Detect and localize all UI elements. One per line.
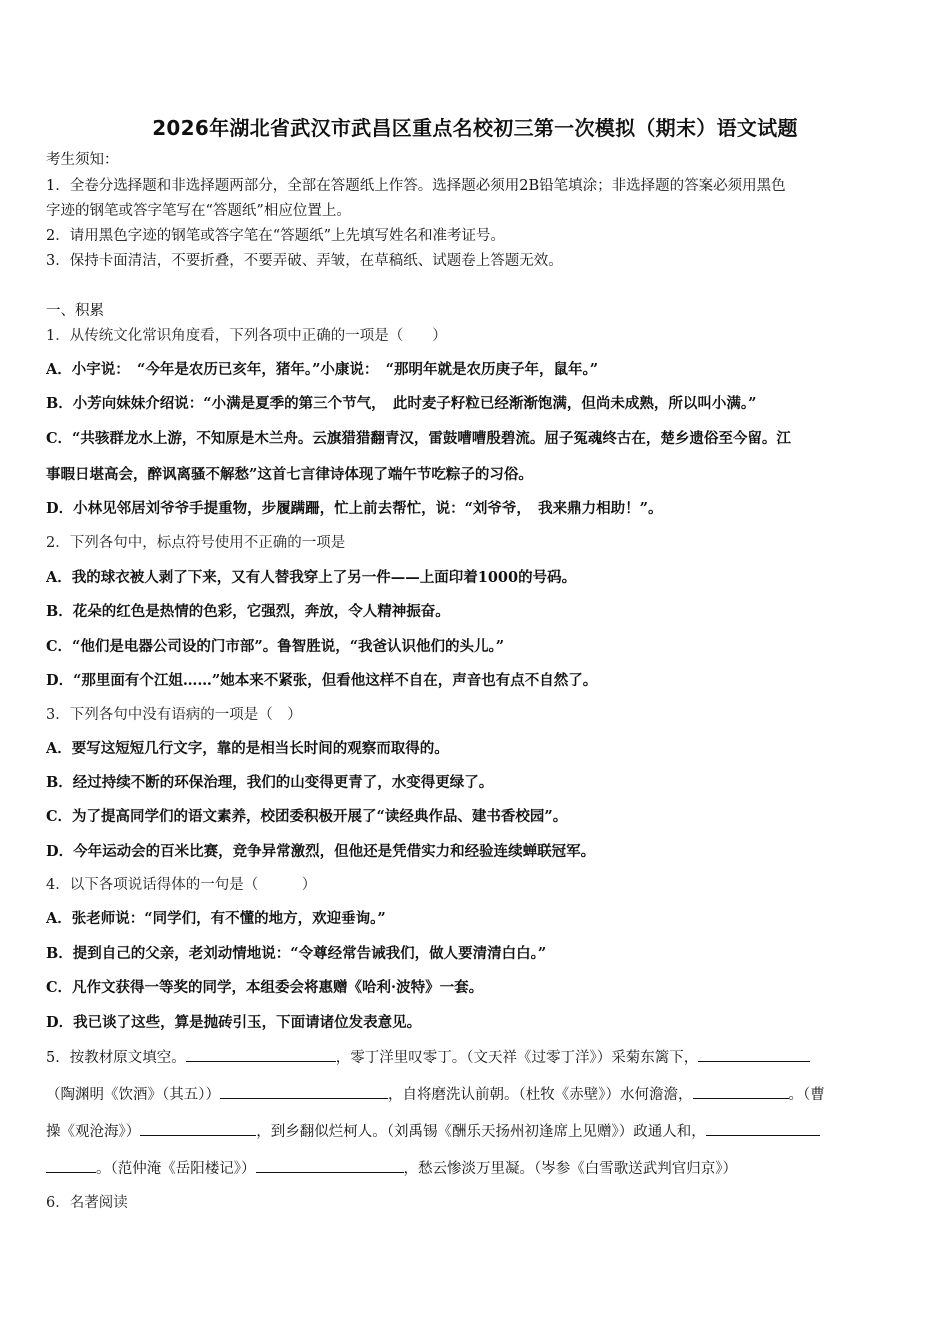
question-5-text: ，愁云惨淡万里凝。（岑参《白雪歌送武判官归京》） [403,1161,737,1177]
question-5-line-1 [46,1047,908,1068]
question-5-line-2 [46,1084,908,1105]
question-2-stem: 2．下列各句中，标点符号使用不正确的一项是 [46,535,346,551]
question-4-option-b: B．提到自己的父亲，老刘动情地说：“令尊经常告诫我们，做人要清清白白。” [46,945,547,962]
notice-item-2: 2．请用黑色字迹的钢笔或答字笔在“答题纸”上先填写姓名和准考证号。 [46,228,506,244]
question-2-option-b: B．花朵的红色是热情的色彩，它强烈，奔放，令人精神振奋。 [46,603,450,620]
answer-blank[interactable] [46,1158,96,1173]
question-4-option-a: A．张老师说：“同学们，有不懂的地方，欢迎垂询。” [46,910,386,927]
answer-blank[interactable] [706,1121,820,1136]
question-2-option-d: D．“那里面有个江姐……”她本来不紧张，但看他这样不自在，声音也有点不自然了。 [46,672,598,689]
section-heading: 一、积累 [46,303,104,319]
question-5-text: ，零丁洋里叹零丁。（文天祥《过零丁洋》）采菊东篱下， [335,1050,699,1066]
question-4-option-d: D．我已谈了这些，算是抛砖引玉，下面请诸位发表意见。 [46,1014,422,1031]
page-title: 2026年湖北省武汉市武昌区重点名校初三第一次模拟（期末）语文试题 [152,116,798,140]
question-5-text: ，自将磨洗认前朝。（杜牧《赤壁》）水何澹澹， [388,1087,693,1103]
question-1-stem: 1．从传统文化常识角度看，下列各项中正确的一项是（ ） [46,328,447,344]
question-5-line-4 [46,1158,908,1179]
question-1-option-b: B．小芳向妹妹介绍说：“小满是夏季的第三个节气， 此时麦子籽粒已经渐渐饱满，但尚未成熟，所以叫小满。” [46,395,757,412]
question-2-option-c: C．“他们是电器公司设的门市部”。鲁智胜说，“我爸认识他们的头儿。” [46,638,505,655]
notice-item-1-cont: 字迹的钢笔或答字笔写在“答题纸”相应位置上。 [46,203,351,219]
question-5-text: 。（范仲淹《岳阳楼记》） [96,1161,256,1177]
question-5-text: 操《观沧海》） [46,1124,141,1140]
question-1-option-d: D．小林见邻居刘爷爷手提重物，步履蹒跚，忙上前去帮忙，说：“刘爷爷， 我来鼎力相助！”。 [46,500,663,517]
question-3-option-d: D．今年运动会的百米比赛，竞争异常激烈，但他还是凭借实力和经验连续蝉联冠军。 [46,843,596,860]
notice-heading: 考生须知： [46,152,119,168]
answer-blank[interactable] [256,1158,404,1173]
question-5-text: ，到乡翻似烂柯人。（刘禹锡《酬乐天扬州初逢席上见赠》）政通人和， [256,1124,706,1140]
notice-item-1: 1．全卷分选择题和非选择题两部分，全部在答题纸上作答。选择题必须用2B铅笔填涂；非选择题的答案必须用黑色 [46,178,786,194]
question-4-stem: 4．以下各项说话得体的一句是（ ） [46,877,317,893]
question-3-option-a: A．要写这短短几行文字，靠的是相当长时间的观察而取得的。 [46,740,449,757]
answer-blank[interactable] [140,1121,256,1136]
answer-blank[interactable] [186,1047,336,1062]
question-5-stem: 5．按教材原文填空。 [46,1050,186,1066]
question-1-option-c-cont: 事暇日堪高会，醉讽离骚不解愁”这首七言律诗体现了端午节吃粽子的习俗。 [46,466,533,483]
question-1-option-a: A．小宇说： “今年是农历已亥年，猪年。”小康说： “那明年就是农历庚子年，鼠年。” [46,361,599,378]
question-5-text: （陶渊明《饮酒》（其五）） [46,1087,220,1103]
question-3-option-c: C．为了提高同学们的语文素养，校团委积极开展了“读经典作品、建书香校园”。 [46,808,568,825]
notice-item-3: 3．保持卡面清洁，不要折叠，不要弄破、弄皱，在草稿纸、试题卷上答题无效。 [46,253,563,269]
question-3-stem: 3．下列各句中没有语病的一项是（ ） [46,707,302,723]
question-6-stem: 6．名著阅读 [46,1195,128,1211]
question-2-option-a: A．我的球衣被人剥了下来，又有人替我穿上了另一件——上面印着1000的号码。 [46,569,577,586]
question-1-option-c: C．“共骇群龙水上游，不知原是木兰舟。云旗猎猎翻青汉，雷鼓嘈嘈殷碧流。屈子冤魂终古在，楚乡遗俗至今留。江 [46,430,791,447]
question-5-text: 。（曹 [788,1087,825,1103]
answer-blank[interactable] [698,1047,810,1062]
question-4-option-c: C．凡作文获得一等奖的同学，本组委会将惠赠《哈利·波特》一套。 [46,979,484,996]
question-3-option-b: B．经过持续不断的环保治理，我们的山变得更青了，水变得更绿了。 [46,774,494,791]
question-5-line-3 [46,1121,908,1142]
answer-blank[interactable] [693,1084,789,1099]
answer-blank[interactable] [220,1084,388,1099]
